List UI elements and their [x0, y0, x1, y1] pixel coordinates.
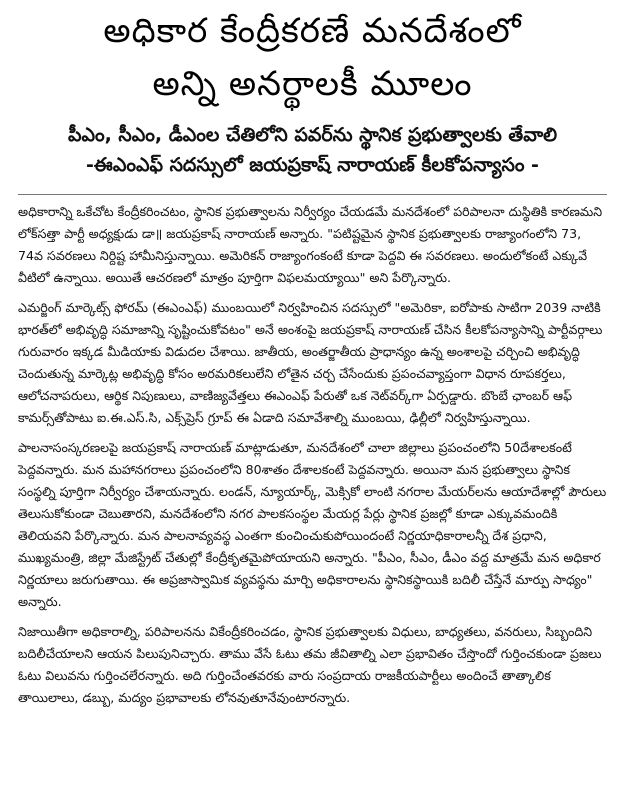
paragraph-2: ఎమర్జింగ్ మార్కెట్స్ ఫోరమ్ (ఈఎంఎఫ్) ముంబయిలో నిర్వహించిన సదస్సులో "అమెరికా, ఐరోపాకు సాటిగా 2039 నాటికి భారత్‌లో అభివృద్ధి సమాజాన్ని సృష్టించుకోవటం" అనే అంశంపై జయప్రకాష్ నారాయణ్ చేసిన కీలకోపన్యాసాన్ని పార్టీవర్గాలు గురువారం ఇక్కడ మీడియాకు విడుదల చేశాయి. జాతీయ, అంతర్జాతీయ ప్రాధాన్యం ఉన్న అంశాలపై చర్చించి అభివృద్ధి చెందుతున్న మార్కెట్ల అభివృద్ధి కోసం అరమరికలులేని లోతైన చర్చ చేసేందుకు ప్రపంచవ్యాప్తంగా విధాన రూపకర్తలు, ఆలోచనాపరులు, ఆర్థిక నిపుణులు, వాణిజ్యవేత్తలు ఈఎంఎఫ్ పేరుతో ఒక నెట్‌వర్క్‌గా ఏర్పడ్డారు. బొంబే ఛాంబర్ ఆఫ్ కామర్స్‌తోపాటు ఐ.ఈ.ఎస్.సి, ఎక్స్‌ప్రెస్ గ్రూప్ ఈ ఏడాది సమావేశాల్ని ముంబయి, ఢిల్లీలో నిర్వహిస్తున్నాయి. [18, 300, 603, 425]
paragraph-4: నిజాయితీగా అధికారాల్ని, పరిపాలనను వికేంద్రీకరించడం, స్థానిక ప్రభుత్వాలకు విధులు, బాధ్యతలు, వనరులు, సిబ్బందిని బదిలీచేయాలని ఆయన పిలుపునిచ్చారు. తాము వేసే ఓటు తమ జీవితాల్ని ఎలా ప్రభావితం చేస్తొందో గుర్తించకుండా ప్రజలు ఓటు విలువను గుర్తించలేరన్నారు. అది గుర్తించేంతవరకు వారు సంప్రదాయ రాజకీయపార్టీలు అందించే తాత్కాలిక తాయిలాలు, డబ్బు, మద్యం ప్రభావాలకు లోనవుతూనేవుంటారన్నారు. [18, 624, 602, 705]
paragraph-3: పాలనాసంస్కరణలపై జయప్రకాష్ నారాయణ్ మాట్లాడుతూ, మనదేశంలో చాలా జిల్లాలు ప్రపంచంలోని 50దేశాలకంటే పెద్దవన్నారు. మన మహానగరాలు ప్రపంచంలోని 80శాతం దేశాలకంటే పెద్దవన్నారు. అయినా మన ప్రభుత్వాలు స్థానిక సంస్థల్ని పూర్తిగా నిర్వీర్యం చేశాయన్నారు. లండన్, న్యూయార్క్, మెక్సికో లాంటి నగరాల మేయర్‌లను ఆయాదేశాల్లో పౌరులు తెలుసుకోకుండా చెబుతారని, మనదేశంలోని నగర పాలకసంస్థల మేయర్ల పేర్లు స్థానిక ప్రజల్లో కూడా ఎక్కువమందికి తెలియవని పేర్కొన్నారు. మన పాలనావ్యవస్థ ఎంతగా కుంచించుకుపోయిందంటే నిర్ణయాధికారాలన్నీ దేశ ప్రధాని, ముఖ్యమంత్రి, జిల్లా మేజిస్ట్రేట్ చేతుల్లో కేంద్రీకృతమైపోయాయని అన్నారు. "పీఎం, సీఎం, డీఎం వద్ద మాత్రమే మన అధికార నిర్ణయాలు జరుగుతాయి. ఈ అప్రజాస్వామిక వ్యవస్థను మార్చి అధికారాలను స్థానికస్థాయికి బదిలీ చేస్తేనే మార్పు సాధ్యం" అన్నారు. [18, 440, 607, 609]
divider [18, 194, 607, 195]
subheadline-line-1: పీఎం, సీఎం, డీఎంల చేతిలోని పవర్‌ను స్థానిక ప్రభుత్వాలకు తేవాలి [67, 124, 558, 146]
headline-line-1: అధికార కేంద్రీకరణే మనదేశంలో [103, 11, 522, 51]
headline-line-2: అన్ని అనర్థాలకీ మూలం [152, 64, 473, 104]
paragraph-1: అధికారాన్ని ఒకేచోట కేంద్రీకరించటం, స్థానిక ప్రభుత్వాలను నిర్వీర్యం చేయడమే మనదేశంలో పరిపాలనా దుస్థితికి కారణమని లోక్‌సత్తా పార్టీ అధ్యక్షుడు డా॥ జయప్రకాష్ నారాయణ్ అన్నారు. "పటిష్టమైన స్థానిక ప్రభుత్వాలకు రాజ్యాంగంలోని 73, 74వ సవరణలు నిర్దిష్ట హామీనిస్తున్నాయి. అమెరికన్ రాజ్యాంగంకంటే కూడా పెద్దవి ఈ సవరణలు. అందులోకంటే ఎక్కువే వీటిలో ఉన్నాయి. అయితే ఆచరణలో మాత్రం పూర్తిగా విఫలమయ్యాయి" అని పేర్కొన్నారు. [18, 204, 603, 285]
subheadline-line-2: -ఈఎంఎఫ్ సదస్సులో జయప్రకాష్ నారాయణ్ కీలకోపన్యాసం - [86, 154, 539, 176]
